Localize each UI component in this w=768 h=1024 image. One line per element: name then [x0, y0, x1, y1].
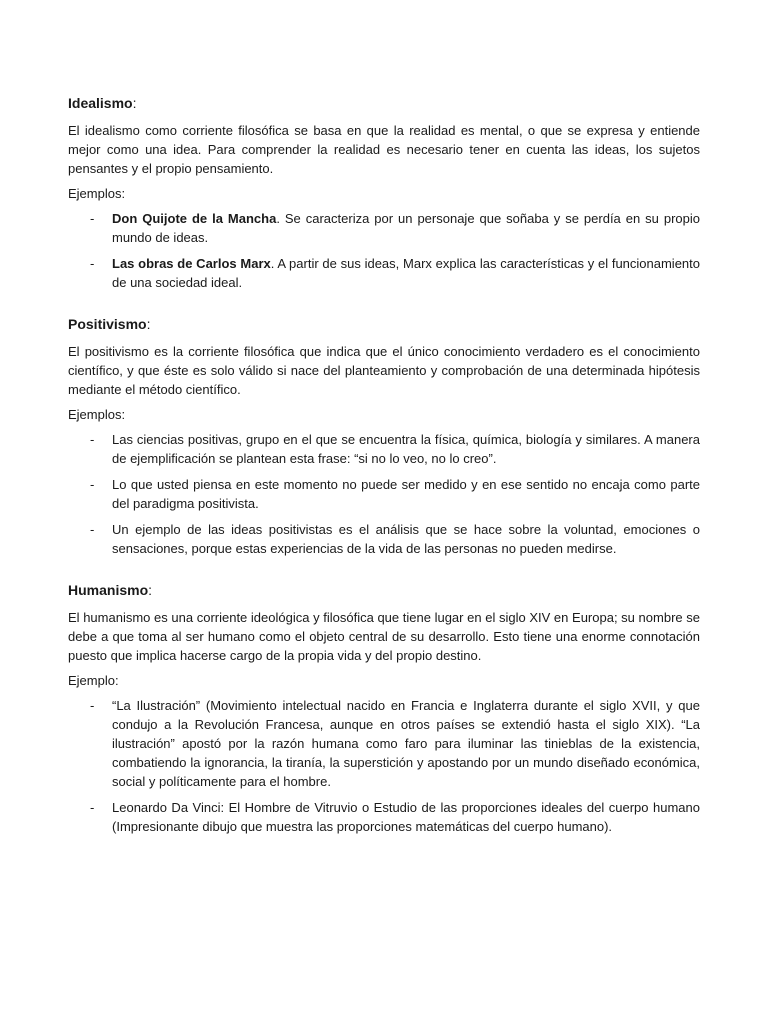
examples-list: [68, 696, 700, 836]
list-dash: -: [90, 432, 95, 447]
list-item: [68, 798, 700, 836]
list-dash: -: [90, 698, 95, 713]
list-item-text: Un ejemplo de las ideas positivistas es el análisis que se hace sobre la voluntad, emociones o sensaciones, porque estas experiencias de la vida de las personas no pueden medirse.: [112, 522, 700, 556]
list-item-text: Leonardo Da Vinci: El Hombre de Vitruvio o Estudio de las proporciones ideales del cuerpo humano (Impresionante dibujo que muestra las proporciones matemáticas del cuerpo humano).: [112, 800, 700, 834]
section-positivismo: [68, 314, 700, 558]
section-heading-text: Positivismo: [68, 316, 147, 332]
list-item: [68, 430, 700, 468]
section-paragraph: El positivismo es la corriente filosófica que indica que el único conocimiento verdadero es el conocimiento científico, y que éste es solo válido si nace del planteamiento y comprobación de una determinada hipótesis mediante el método científico.: [68, 344, 700, 397]
document-page: [68, 93, 700, 858]
section-heading-colon: :: [148, 582, 153, 598]
examples-list: [68, 430, 700, 558]
list-item-bold: Las obras de Carlos Marx: [112, 256, 271, 271]
examples-label: Ejemplos:: [68, 186, 126, 201]
list-item-text: . A partir de sus ideas, Marx explica las características y el funcionamiento de una sociedad ideal.: [112, 256, 700, 290]
section-heading: [68, 580, 700, 600]
section-heading-colon: :: [132, 95, 137, 111]
list-item: [68, 254, 700, 292]
section-heading-text: Humanismo: [68, 582, 149, 598]
list-item-text: . Se caracteriza por un personaje que soñaba y se perdía en su propio mundo de ideas.: [112, 211, 700, 245]
examples-label: Ejemplo:: [68, 673, 119, 688]
section-humanismo: [68, 580, 700, 836]
section-paragraph: El idealismo como corriente filosófica se basa en que la realidad es mental, o que se expresa y entiende mejor como una idea. Para comprender la realidad es necesario tener en cuenta las ideas, los sujetos pensantes y el propio pensamiento.: [68, 123, 700, 176]
list-dash: -: [90, 477, 95, 492]
list-item-bold: Don Quijote de la Mancha: [112, 211, 277, 226]
examples-label: Ejemplos:: [68, 407, 126, 422]
list-item-text: Las ciencias positivas, grupo en el que se encuentra la física, química, biología y similares. A manera de ejemplificación se plantean esta frase: “si no lo veo, no lo creo”.: [112, 432, 700, 466]
list-dash: -: [90, 256, 95, 271]
section-heading-text: Idealismo: [68, 95, 133, 111]
list-dash: -: [90, 522, 95, 537]
section-heading-colon: :: [146, 316, 151, 332]
section-heading: [68, 93, 700, 113]
list-item: [68, 696, 700, 791]
examples-list: [68, 209, 700, 292]
list-dash: -: [90, 800, 95, 815]
list-item: [68, 475, 700, 513]
section-paragraph: El humanismo es una corriente ideológica y filosófica que tiene lugar en el siglo XIV en Europa; su nombre se debe a que toma al ser humano como el objeto central de su desarrollo. Esto tiene una enorme connotación puesto que implica hacerse cargo de la propia vida y del propio destino.: [68, 610, 700, 663]
list-item: [68, 520, 700, 558]
list-item-text: Lo que usted piensa en este momento no puede ser medido y en ese sentido no encaja como parte del paradigma positivista.: [112, 477, 700, 511]
section-idealismo: [68, 93, 700, 292]
list-dash: -: [90, 211, 95, 226]
list-item-text: “La Ilustración” (Movimiento intelectual nacido en Francia e Inglaterra durante el siglo XVII, y que condujo a la Revolución Francesa, aunque en otros países se extendió hasta el siglo XIX). “La ilustración” apostó por la razón humana como faro para iluminar las tinieblas de la existencia, combatiendo la ignorancia, la tiranía, la superstición y apostando por un mundo diseñado económica, social y políticamente para el hombre.: [112, 698, 700, 789]
list-item: [68, 209, 700, 247]
section-heading: [68, 314, 700, 334]
